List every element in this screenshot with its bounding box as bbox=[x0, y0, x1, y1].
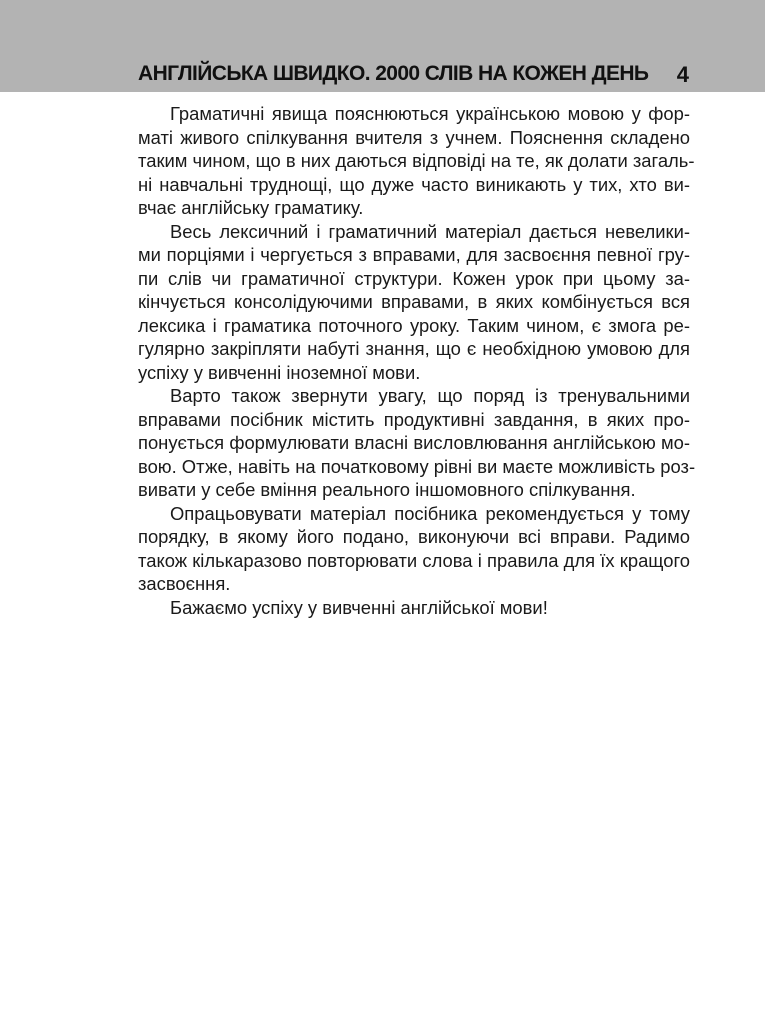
text-line: Бажаємо успіху у вивченні англійської мови! bbox=[170, 596, 548, 618]
text-line: Весь лексичний і граматичний матеріал дається невелики- bbox=[170, 220, 690, 242]
text-line: таким чином, що в них даються відповіді на те, як долати загаль- bbox=[138, 150, 695, 171]
text-line: вою. Отже, навіть на початковому рівні ви маєте можливість роз- bbox=[138, 455, 696, 477]
text-line: вправами посібник містить продуктивні завдання, в яких про- bbox=[138, 408, 690, 430]
text-line: ми порціями і чергується з вправами, для засвоєння певної гру- bbox=[138, 244, 690, 265]
body-text bbox=[138, 102, 696, 619]
text-line: також кількаразово повторювати слова і правила для їх кращого bbox=[138, 549, 690, 571]
page-number: 4 bbox=[676, 62, 689, 87]
text-line: Варто також звернути увагу, що поряд із тренувальними bbox=[170, 385, 690, 406]
text-line: гулярно закріпляти набуті знання, що є необхідною умовою для bbox=[138, 338, 690, 359]
text-line: успіху у вивченні іноземної мови. bbox=[138, 361, 421, 383]
text-line: засвоєння. bbox=[138, 573, 231, 594]
paragraph bbox=[138, 220, 690, 385]
text-line: кінчується консолідуючими вправами, в яких комбінується вся bbox=[138, 291, 690, 312]
paragraph bbox=[138, 502, 690, 596]
paragraph bbox=[138, 384, 696, 502]
text-line: вивати у себе вміння реального іншомовного спілкування. bbox=[138, 479, 636, 500]
text-line: маті живого спілкування вчителя з учнем. Пояснення складено bbox=[138, 126, 690, 148]
text-line: Опрацьовувати матеріал посібника рекомендується у тому bbox=[170, 502, 690, 524]
text-line: Граматичні явища пояснюються українською мовою у фор- bbox=[170, 103, 690, 124]
paragraph bbox=[138, 102, 695, 220]
text-line: вчає англійську граматику. bbox=[138, 197, 364, 218]
text-line: пи слів чи граматичної структури. Кожен урок при цьому за- bbox=[138, 267, 690, 289]
text-line: понується формулювати власні висловлювання англійською мо- bbox=[138, 432, 690, 453]
paragraph bbox=[138, 596, 690, 620]
text-line: лексика і граматика поточного уроку. Таким чином, є змога ре- bbox=[138, 314, 690, 336]
running-header-title: АНГЛІЙСЬКА ШВИДКО. 2000 СЛІВ НА КОЖЕН ДЕНЬ bbox=[138, 62, 649, 85]
text-line: порядку, в якому його подано, виконуючи всі вправи. Радимо bbox=[138, 526, 690, 547]
text-line: ні навчальні труднощі, що дуже часто виникають у тих, хто ви- bbox=[138, 173, 690, 195]
